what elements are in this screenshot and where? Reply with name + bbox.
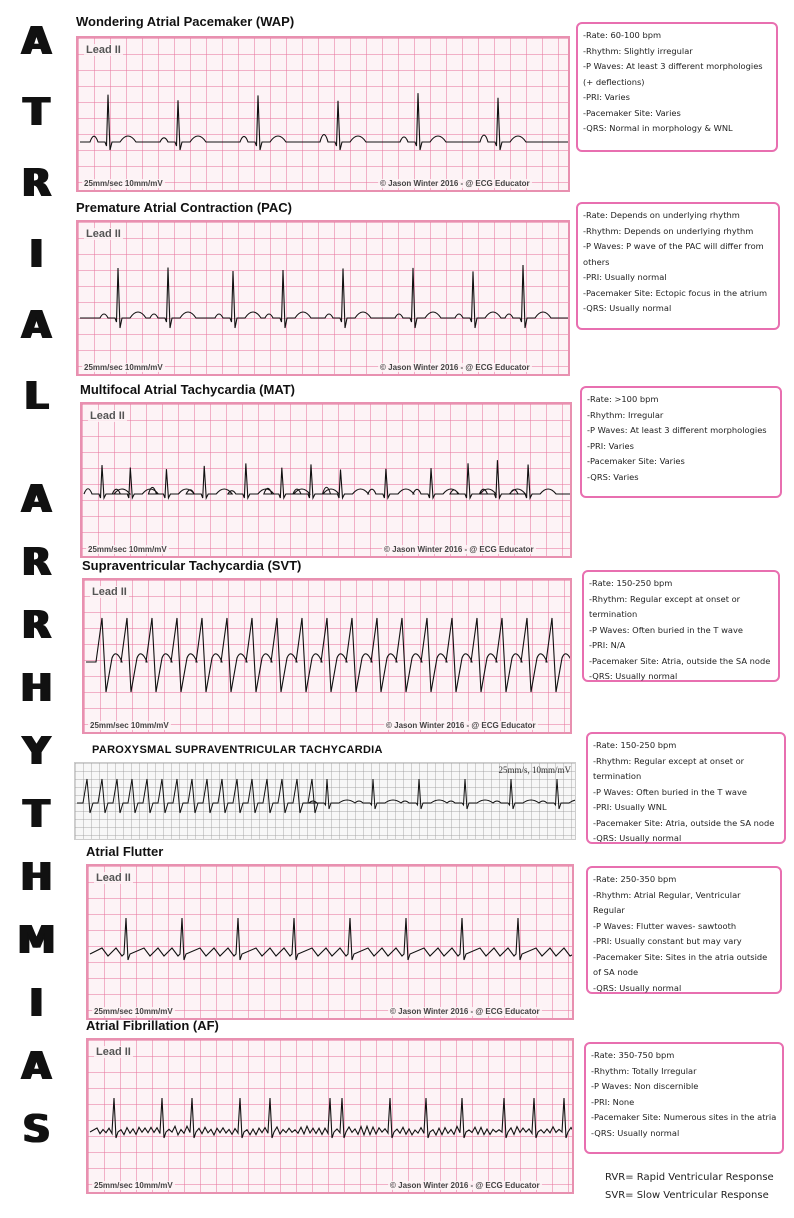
legend-rvr: RVR= Rapid Ventricular Response (605, 1172, 774, 1183)
legend-svr: SVR= Slow Ventricular Response (605, 1190, 769, 1201)
strip-speed: 25mm/sec 10mm/mV (84, 363, 163, 372)
info-box-wap (576, 22, 778, 152)
strip-credit: © Jason Winter 2016 - @ ECG Educator (390, 1007, 540, 1016)
info-line: -QRS: Normal in morphology & WNL (583, 123, 733, 133)
strip-speed: 25mm/sec 10mm/mV (84, 179, 163, 188)
strip-credit: © Jason Winter 2016 - @ ECG Educator (390, 1181, 540, 1190)
title-letter: T (23, 792, 49, 836)
info-line: -Pacemaker Site: Varies (583, 107, 681, 118)
info-line: -QRS: Usually normal (591, 1127, 680, 1138)
info-line: -PRI: Usually constant but may vary (593, 936, 742, 946)
info-line: -Rate: 150-250 bpm (589, 578, 673, 588)
ecg-strip-svt (82, 578, 572, 734)
info-line: -QRS: Usually normal (589, 671, 678, 681)
info-line: -Rhythm: Slightly irregular (583, 45, 693, 56)
info-line: -Rhythm: Regular except at onset or termination (593, 755, 745, 781)
heading-svt: Supraventricular Tachycardia (SVT) (82, 558, 302, 573)
heading-af: Atrial Fibrillation (AF) (86, 1018, 219, 1033)
title-letter: H (20, 666, 52, 710)
heading-flutter: Atrial Flutter (86, 844, 164, 859)
info-line: -Rhythm: Regular except at onset or termination (589, 593, 741, 619)
info-line: -Rate: >100 bpm (587, 394, 659, 404)
title-letter: H (20, 855, 52, 899)
info-line: -PRI: Usually WNL (593, 802, 667, 812)
ecg-strip-flutter (86, 864, 574, 1020)
lead-label: Lead II (96, 1046, 131, 1058)
info-line: -P Waves: P wave of the PAC will differ from others (583, 241, 764, 267)
lead-label: Lead II (86, 44, 121, 56)
title-letter: A (21, 1044, 51, 1088)
info-box-mat (580, 386, 782, 498)
title-letter: M (17, 918, 55, 962)
strip-credit: © Jason Winter 2016 - @ ECG Educator (384, 545, 534, 554)
title-letter: S (22, 1107, 50, 1151)
info-line: -Pacemaker Site: Ectopic focus in the atrium (583, 287, 768, 298)
info-line: -Rhythm: Totally Irregular (591, 1065, 697, 1076)
info-line: -Pacemaker Site: Varies (587, 456, 685, 466)
strip-speed: 25mm/sec 10mm/mV (90, 721, 169, 730)
ecg-trace-wap (78, 38, 570, 192)
strip-speed: 25mm/sec 10mm/mV (88, 545, 167, 554)
ecg-strip-pac (76, 220, 570, 376)
title-word-arrhythmias (6, 477, 66, 1151)
title-letter: A (21, 477, 51, 521)
info-line: -Rhythm: Irregular (587, 409, 664, 420)
info-box-pac (576, 202, 780, 330)
info-box-flutter (586, 866, 782, 994)
info-line: -Rate: Depends on underlying rhythm (583, 210, 740, 220)
title-word-atrial (6, 19, 66, 418)
info-box-af (584, 1042, 784, 1154)
ecg-trace-pac (78, 222, 570, 376)
info-line: -PRI: N/A (589, 640, 626, 650)
info-line: -Rhythm: Atrial Regular, Ventricular Regular (593, 889, 741, 915)
ecg-trace-af (88, 1040, 574, 1194)
info-line: -Rhythm: Depends on underlying rhythm (583, 225, 754, 236)
ecg-strip-mat (80, 402, 572, 558)
info-line: -P Waves: Non discernible (591, 1081, 699, 1091)
title-letter: A (21, 303, 51, 347)
info-line: -QRS: Usually normal (583, 303, 672, 313)
title-letter: L (23, 374, 49, 418)
info-line: -QRS: Usually normal (593, 982, 682, 993)
info-line: -Pacemaker Site: Numerous sites in the atria (591, 1112, 777, 1122)
info-line: -PRI: Varies (587, 440, 634, 451)
strip-speed: 25mm/sec 10mm/mV (94, 1007, 173, 1016)
info-line: -P Waves: Often buried in the T wave (593, 786, 748, 797)
heading-psvt: PAROXYSMAL SUPRAVENTRICULAR TACHYCARDIA (92, 744, 383, 756)
info-line: -Pacemaker Site: Sites in the atria outside of SA node (593, 951, 768, 977)
info-line: -Pacemaker Site: Atria, outside the SA node (589, 655, 771, 666)
heading-mat: Multifocal Atrial Tachycardia (MAT) (80, 382, 296, 397)
title-letter: R (21, 603, 51, 647)
ecg-strip-af (86, 1038, 574, 1194)
title-letter: A (21, 19, 51, 63)
info-line: -PRI: None (591, 1096, 635, 1107)
ecg-strip-wap (76, 36, 570, 192)
strip-speed: 25mm/sec 10mm/mV (94, 1181, 173, 1190)
info-line: -PRI: Varies (583, 92, 630, 102)
strip-credit: © Jason Winter 2016 - @ ECG Educator (386, 721, 536, 730)
strip-credit: © Jason Winter 2016 - @ ECG Educator (380, 363, 530, 372)
ecg-trace-mat (82, 404, 572, 558)
info-box-psvt (586, 732, 786, 844)
info-line: -Pacemaker Site: Atria, outside the SA node (593, 817, 775, 828)
title-letter: T (23, 90, 49, 134)
info-line: -P Waves: Often buried in the T wave (589, 624, 744, 635)
info-box-svt (582, 570, 780, 682)
info-line: -QRS: Varies (587, 471, 639, 482)
lead-label: Lead II (90, 410, 125, 422)
info-line: -P Waves: At least 3 different morphologies (587, 425, 767, 435)
info-line: -Rate: 250-350 bpm (593, 874, 677, 884)
info-line: -P Waves: Flutter waves- sawtooth (593, 920, 737, 931)
lead-label: Lead II (86, 228, 121, 240)
title-letter: R (21, 161, 51, 205)
title-letter: Y (22, 729, 50, 773)
strip-scale: 25mm/s, 10mm/mV (498, 765, 571, 775)
lead-label: Lead II (96, 872, 131, 884)
info-line: -PRI: Usually normal (583, 272, 667, 282)
ecg-trace-svt (84, 580, 572, 734)
info-line: -Rate: 350-750 bpm (591, 1050, 675, 1060)
info-line: -Rate: 150-250 bpm (593, 740, 677, 750)
info-line: -QRS: Usually normal (593, 833, 682, 843)
heading-wap: Wondering Atrial Pacemaker (WAP) (76, 14, 295, 29)
strip-credit: © Jason Winter 2016 - @ ECG Educator (380, 179, 530, 188)
heading-pac: Premature Atrial Contraction (PAC) (76, 200, 292, 215)
ecg-trace-flutter (88, 866, 574, 1020)
info-line: -P Waves: At least 3 different morphologies (+ deflections) (583, 61, 763, 87)
ecg-strip-psvt (74, 762, 576, 840)
title-letter: I (28, 981, 44, 1025)
info-line: -Rate: 60-100 bpm (583, 30, 662, 40)
title-letter: I (28, 232, 44, 276)
lead-label: Lead II (92, 586, 127, 598)
title-letter: R (21, 540, 51, 584)
